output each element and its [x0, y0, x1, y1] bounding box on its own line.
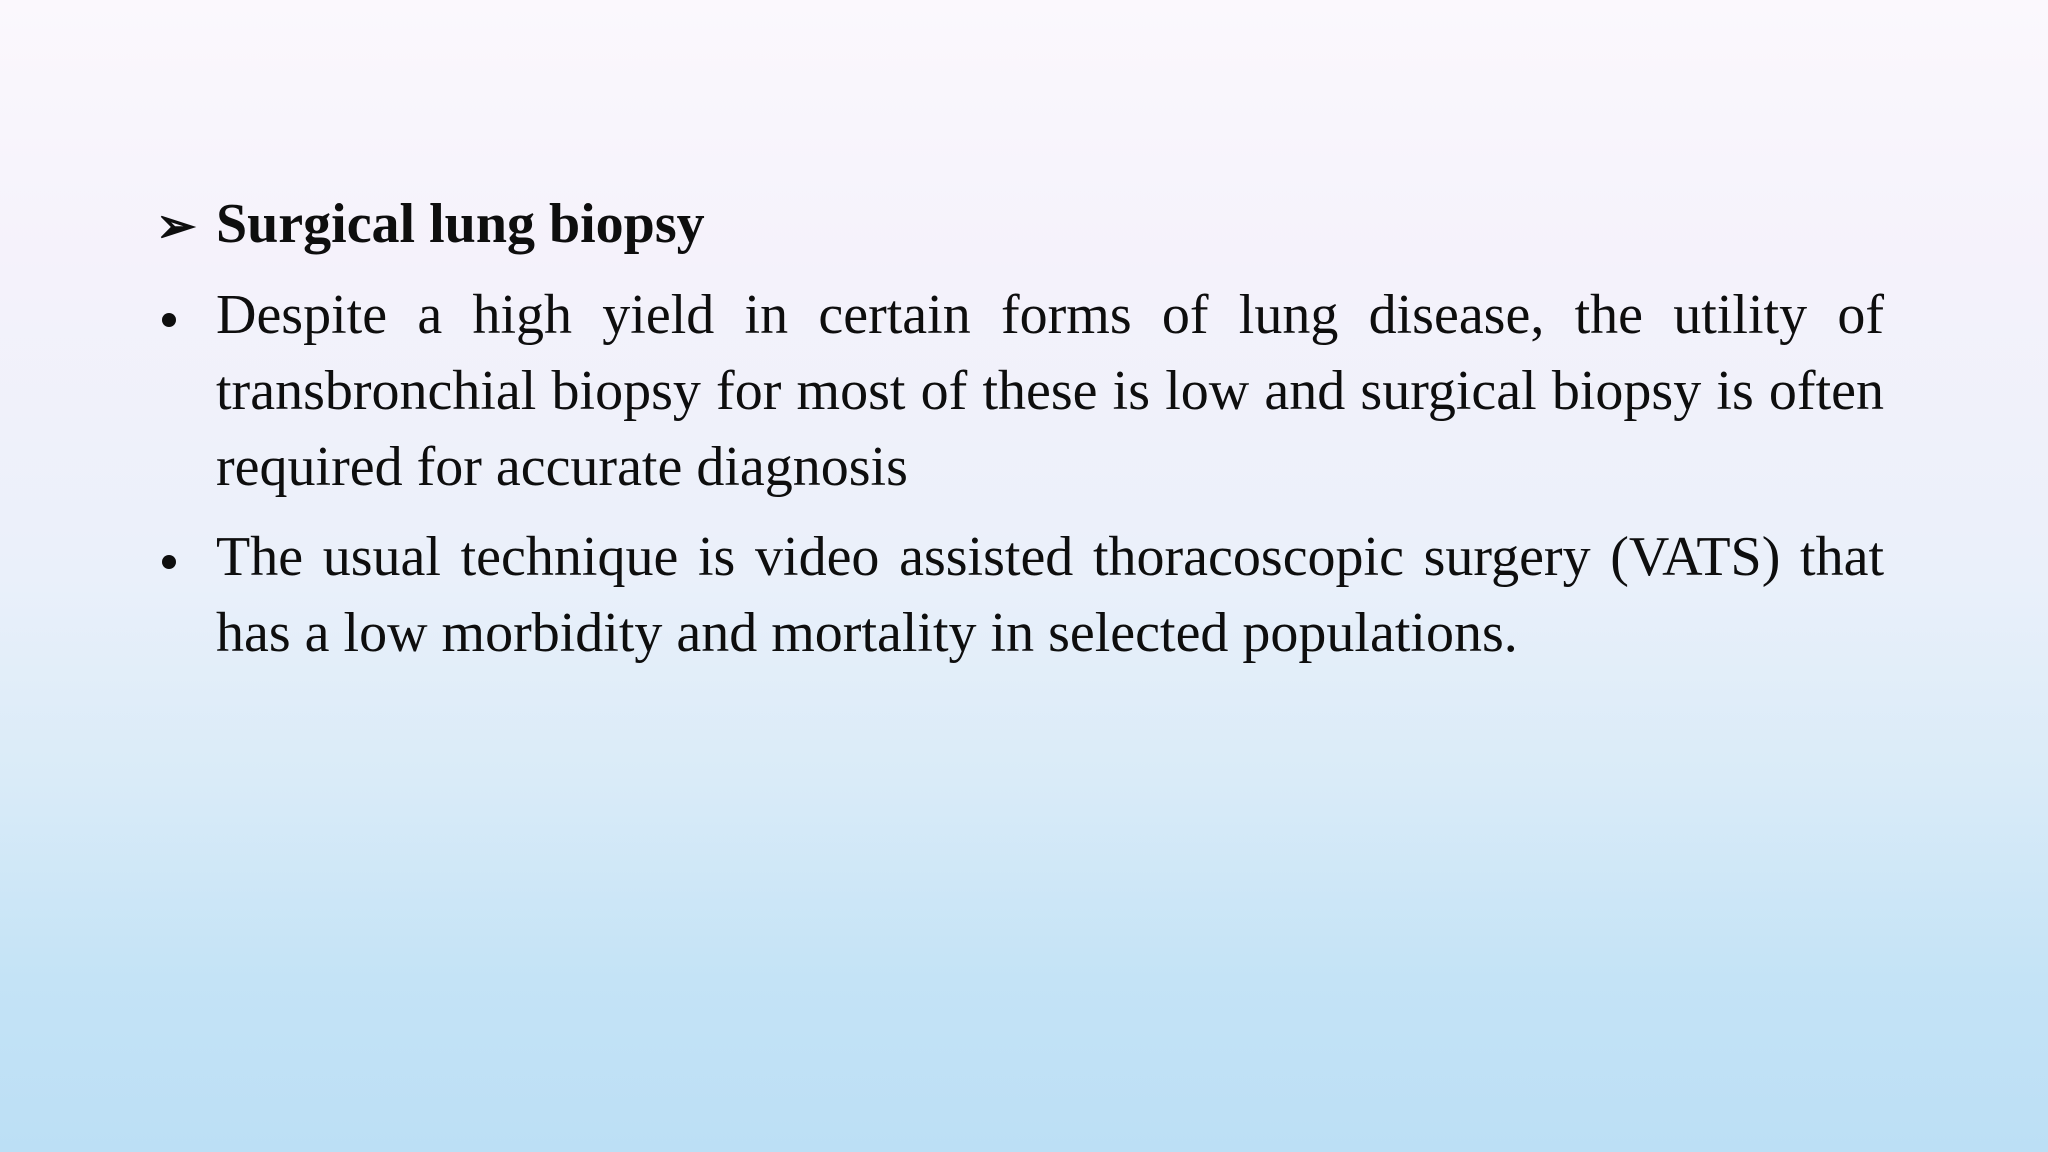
dot-bullet-icon — [156, 277, 216, 353]
slide-content — [156, 186, 1884, 685]
dot-bullet-icon — [156, 519, 216, 595]
bullet-item — [156, 519, 1884, 671]
bullet-text: The usual technique is video assisted thoracoscopic surgery (VATS) that has a low morbidity and mortality in selected populations. — [216, 526, 1884, 664]
bullet-text: Despite a high yield in certain forms of lung disease, the utility of transbronchial biopsy for most of these is low and surgical biopsy is often required for accurate diagnosis — [216, 284, 1884, 498]
heading-text: Surgical lung biopsy — [216, 193, 705, 255]
arrow-bullet-icon: ➢ — [156, 200, 197, 253]
section-heading — [156, 186, 1884, 265]
bullet-item — [156, 277, 1884, 505]
